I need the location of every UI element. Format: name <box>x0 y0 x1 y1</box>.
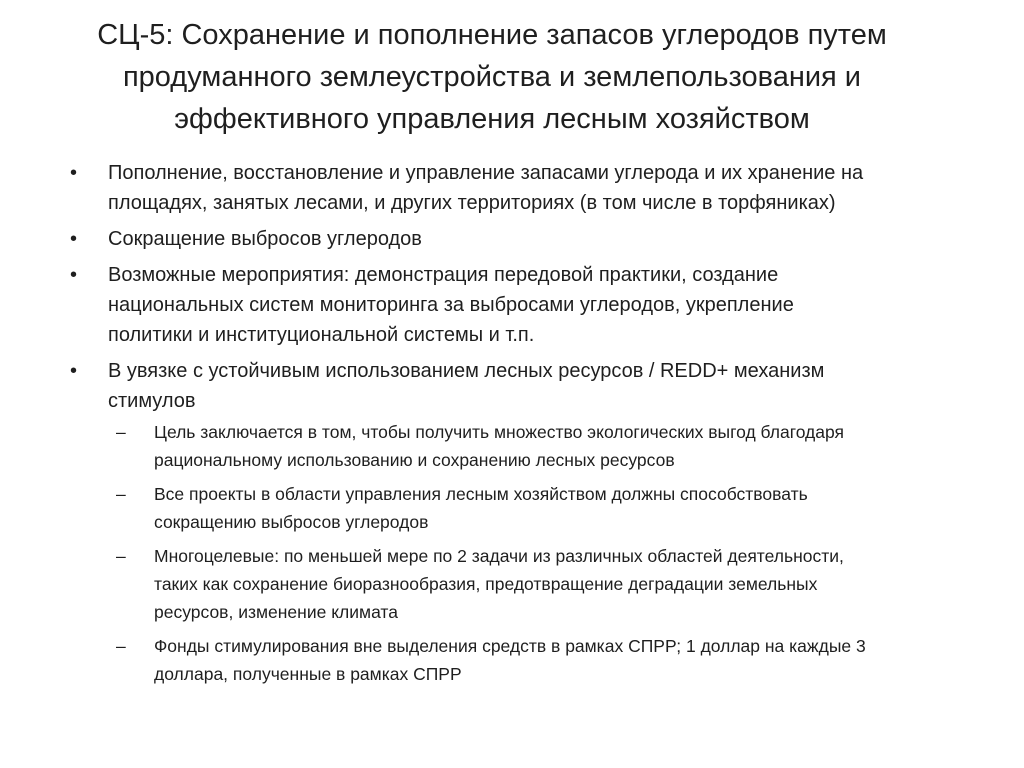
dash-icon: – <box>116 546 126 566</box>
bullet-text-line: Сокращение выбросов углеродов <box>108 228 422 250</box>
bullet-icon: • <box>70 360 78 382</box>
bullet-text-line: Возможные мероприятия: демонстрация передовой практики, создание <box>108 264 779 286</box>
bullet-item <box>70 158 1000 218</box>
dash-icon: – <box>116 636 126 656</box>
bullet-text-line: Пополнение, восстановление и управление запасами углерода и их хранение на <box>108 162 864 184</box>
sub-bullet-text-line: ресурсов, изменение климата <box>154 602 398 622</box>
bullet-icon: • <box>70 228 78 250</box>
bullet-text-line: национальных систем мониторинга за выбросами углеродов, укрепление <box>108 294 794 316</box>
sub-bullet-text-line: Многоцелевые: по меньшей мере по 2 задачи из различных областей деятельности, <box>154 546 844 566</box>
sub-bullet-text-line: Фонды стимулирования вне выделения средств в рамках СПРР; 1 доллар на каждые 3 <box>154 636 866 656</box>
bullet-text-line: В увязке с устойчивым использованием лесных ресурсов / REDD+ механизм <box>108 360 825 382</box>
sub-bullet-text-line: Цель заключается в том, чтобы получить множество экологических выгод благодаря <box>154 422 845 442</box>
sub-bullet-list <box>108 418 1000 688</box>
title-line: эффективного управления лесным хозяйством <box>174 103 810 135</box>
sub-bullet-item <box>108 480 1000 536</box>
sub-bullet-item <box>108 418 1000 474</box>
sub-bullet-text-line: рациональному использованию и сохранению лесных ресурсов <box>154 450 675 470</box>
sub-bullet-text-line: таких как сохранение биоразнообразия, предотвращение деградации земельных <box>154 574 818 594</box>
dash-icon: – <box>116 484 126 504</box>
dash-icon: – <box>116 422 126 442</box>
bullet-text-line: политики и институциональной системы и т.п. <box>108 324 535 346</box>
bullet-icon: • <box>70 264 78 286</box>
sub-bullet-item <box>108 542 1000 626</box>
sub-bullet-text-line: сокращению выбросов углеродов <box>154 512 429 532</box>
bullet-text-line: площадях, занятых лесами, и других территориях (в том числе в торфяниках) <box>108 192 836 214</box>
bullet-text-line: стимулов <box>108 390 196 412</box>
bullet-list <box>70 158 1000 694</box>
sub-bullet-text-line: доллара, полученные в рамках СПРР <box>154 664 462 684</box>
slide-title <box>40 14 944 140</box>
bullet-item <box>70 260 1000 350</box>
sub-bullet-item <box>108 632 1000 688</box>
bullet-item <box>70 356 1000 688</box>
title-line: СЦ-5: Сохранение и пополнение запасов углеродов путем <box>97 19 887 51</box>
bullet-item <box>70 224 1000 254</box>
sub-bullet-text-line: Все проекты в области управления лесным хозяйством должны способствовать <box>154 484 808 504</box>
bullet-icon: • <box>70 162 78 184</box>
title-line: продуманного землеустройства и землепользования и <box>122 61 862 93</box>
